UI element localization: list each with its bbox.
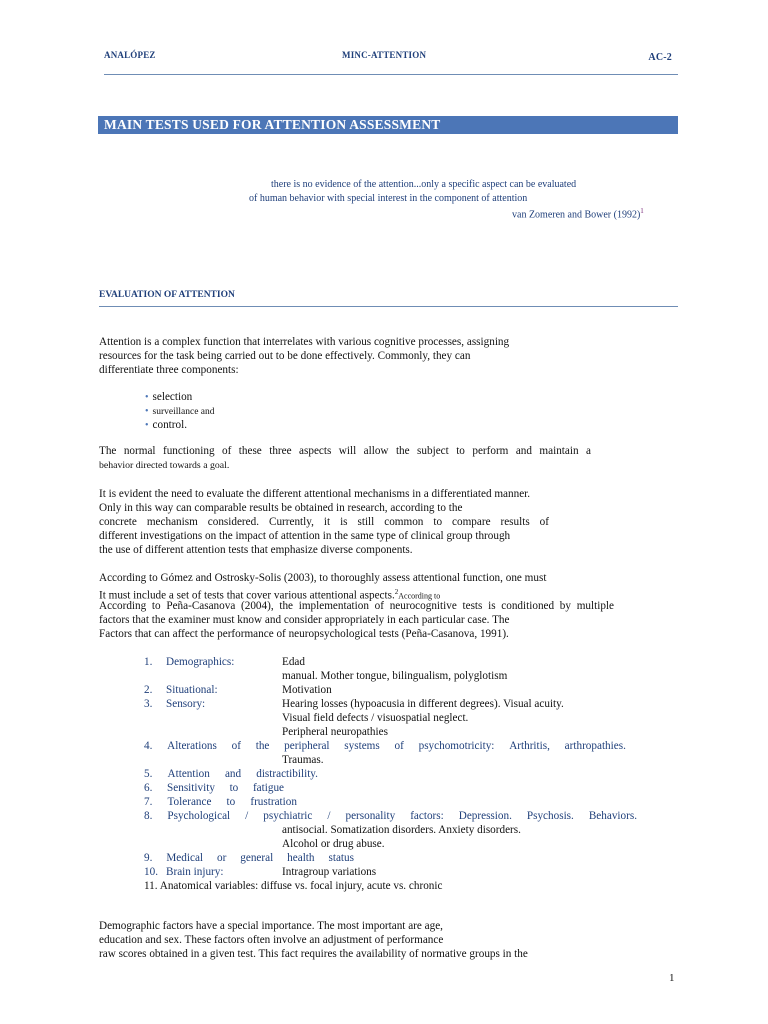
factor-word: psychiatric: [263, 810, 313, 822]
bullet-icon: •: [145, 420, 149, 431]
factor-continuation: antisocial. Somatization disorders. Anxiety disorders.: [282, 824, 521, 836]
factor-value: Intragroup variations: [282, 866, 377, 878]
factor-continuation: Traumas.: [282, 754, 324, 766]
factor-continuation: manual. Mother tongue, bilingualism, polyglotism: [282, 670, 508, 682]
factor-label: Sensory:: [166, 698, 206, 710]
page-header: [104, 50, 678, 75]
factor-row: [144, 655, 637, 669]
factor-word: Sensitivity: [167, 782, 215, 794]
paragraph-line: behavior directed towards a goal.: [99, 460, 230, 471]
factor-word: to: [229, 782, 239, 794]
footnote-marker: 2: [394, 588, 399, 596]
factor-continuation: Alcohol or drug abuse.: [282, 838, 385, 850]
factor-word: Behaviors.: [588, 810, 637, 822]
factor-word: arthropathies.: [564, 740, 626, 752]
factor-word: psychomotricity:: [418, 740, 495, 752]
quote-citation-text: van Zomeren and Bower (1992): [512, 209, 641, 221]
paragraph-line: the use of different attention tests that emphasize diverse components.: [99, 544, 413, 556]
factor-word: factors:: [410, 810, 444, 822]
factor-word: or: [216, 852, 227, 864]
factor-word: and: [224, 768, 242, 780]
factor-word: Tolerance: [167, 796, 212, 808]
factor-label: Demographics:: [166, 656, 235, 668]
factor-row: [144, 865, 637, 879]
bullet-label: surveillance and: [152, 407, 215, 417]
section-heading: EVALUATION OF ATTENTION: [99, 290, 678, 307]
page-number: 1: [669, 972, 675, 984]
footnote-marker: 1: [640, 207, 644, 215]
paragraph-fragment: According to: [398, 591, 441, 601]
factor-number: 1.: [144, 656, 153, 668]
factor-word: status: [328, 852, 354, 864]
quote-citation: [512, 207, 644, 220]
factor-word: 6.: [144, 782, 153, 794]
paragraph-line: Attention is a complex function that interrelates with various cognitive processes, assigning: [99, 336, 510, 348]
factor-row: [144, 697, 637, 711]
factor-label: Brain injury:: [166, 866, 224, 878]
factor-word: personality: [345, 810, 396, 822]
header-author: ANALÓPEZ: [104, 50, 156, 60]
factor-word: of: [231, 740, 241, 752]
factor-word: distractibility.: [256, 768, 318, 780]
factor-row: [144, 683, 637, 697]
factor-word: general: [240, 852, 274, 864]
paragraph-line: Only in this way can comparable results be obtained in research, according to the: [99, 502, 463, 514]
paragraph-text: It must include a set of tests that cover various attentional aspects.: [99, 589, 395, 602]
factor-continuation: Visual field defects / visuospatial neglect.: [282, 712, 469, 724]
factor-word: Attention: [167, 768, 210, 780]
factor-word: Psychological: [167, 810, 231, 822]
factor-word: systems: [344, 740, 380, 752]
factor-word: to: [226, 796, 236, 808]
paragraph-line: According to Peña-Casanova (2004), the implementation of neurocognitive tests is conditioned by multiple: [99, 600, 614, 612]
factor-value: Hearing losses (hypoacusia in different degrees). Visual acuity.: [282, 698, 564, 710]
factor-row: [144, 851, 354, 865]
list-item: [145, 390, 192, 405]
factor-word: Medical: [166, 852, 204, 864]
bullet-label: selection: [152, 391, 193, 403]
paragraph-line: It is evident the need to evaluate the different attentional mechanisms in a differentiated manner.: [99, 488, 531, 500]
factor-row: [144, 739, 626, 753]
factor-word: Arthritis,: [509, 740, 550, 752]
quote-line-1: there is no evidence of the attention...only a specific aspect can be evaluated: [271, 179, 577, 190]
factor-word: Depression.: [458, 810, 512, 822]
bullet-icon: •: [145, 406, 149, 417]
factor-row: [144, 809, 637, 823]
factor-word: 8.: [144, 810, 153, 822]
factor-row: [144, 767, 318, 781]
factor-word: 4.: [144, 740, 153, 752]
quote-line-2: of human behavior with special interest in the component of attention: [249, 193, 528, 204]
factor-word: 9.: [144, 852, 153, 864]
factor-label: Situational:: [166, 684, 218, 696]
factor-word: frustration: [250, 796, 297, 808]
factor-word: the: [255, 740, 270, 752]
factor-word: /: [245, 810, 249, 822]
factor-row: [144, 795, 297, 809]
factor-continuation: Peripheral neuropathies: [282, 726, 388, 738]
factor-word: Psychosis.: [526, 810, 574, 822]
paragraph-line: resources for the task being carried out to be done effectively. Commonly, they can: [99, 350, 471, 362]
header-section-code: AC-2: [648, 52, 672, 63]
paragraph-line: According to Gómez and Ostrosky-Solis (2003), to thoroughly assess attentional function, one must: [99, 572, 547, 584]
factor-number: 3.: [144, 698, 153, 710]
paragraph-line: raw scores obtained in a given test. This fact requires the availability of normative groups in the: [99, 948, 528, 960]
factor-word: fatigue: [252, 782, 284, 794]
factor-word: Alterations: [167, 740, 217, 752]
paragraph-line: factors that the examiner must know and consider appropriately in each particular case. The: [99, 614, 510, 626]
bullet-icon: •: [145, 392, 149, 403]
paragraph-line: concrete mechanism considered. Currently, it is still common to compare results of: [99, 516, 549, 528]
factor-word: peripheral: [284, 740, 330, 752]
factor-word: health: [287, 852, 315, 864]
factor-value: Motivation: [282, 684, 332, 696]
paragraph-line: The normal functioning of these three aspects will allow the subject to perform and maintain a: [99, 445, 591, 457]
bullet-label: control.: [152, 419, 188, 431]
paragraph-line: Demographic factors have a special importance. The most important are age,: [99, 920, 443, 932]
factor-word: 5.: [144, 768, 153, 780]
paragraph-line: education and sex. These factors often involve an adjustment of performance: [99, 934, 444, 946]
paragraph-line: different investigations on the impact of attention in the same type of clinical group through: [99, 530, 511, 542]
factor-number: 2.: [144, 684, 153, 696]
factor-value: Edad: [282, 656, 305, 668]
factor-row: [144, 781, 284, 795]
factor-word: of: [394, 740, 404, 752]
paragraph-line: differentiate three components:: [99, 364, 239, 376]
header-document-code: MINC-ATTENTION: [342, 50, 427, 60]
paragraph-line: Factors that can affect the performance of neuropsychological tests (Peña-Casanova, 1991).: [99, 628, 509, 640]
list-item: [145, 404, 215, 419]
factor-word: /: [327, 810, 331, 822]
factor-word: 7.: [144, 796, 153, 808]
document-title: MAIN TESTS USED FOR ATTENTION ASSESSMENT: [98, 116, 678, 134]
list-item: [145, 418, 187, 433]
factor-number: 10.: [144, 866, 158, 878]
factor-row: 11. Anatomical variables: diffuse vs. focal injury, acute vs. chronic: [144, 880, 443, 892]
